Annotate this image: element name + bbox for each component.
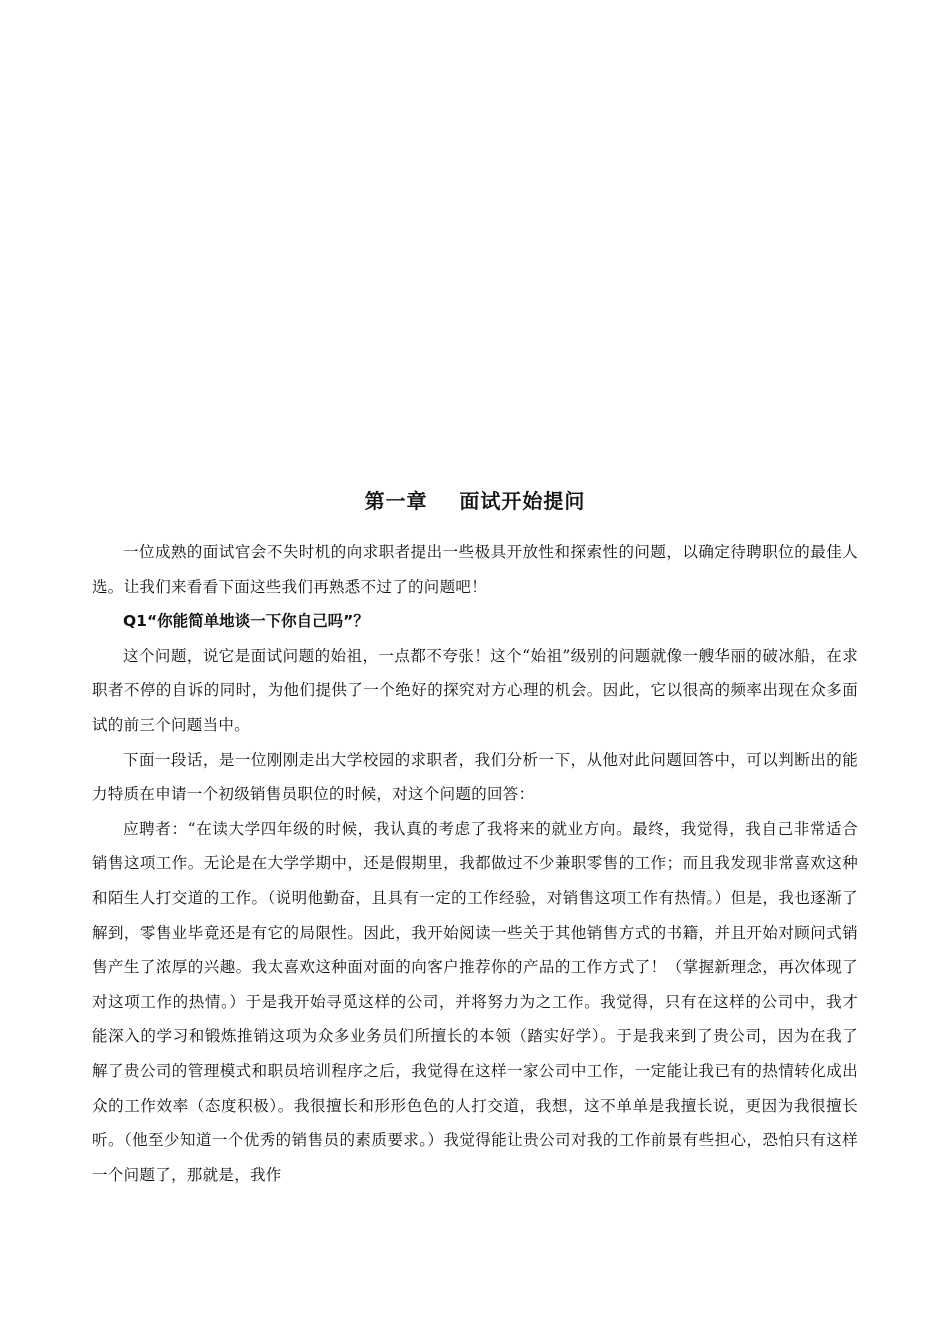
- chapter-title: 第一章 面试开始提问: [364, 489, 586, 513]
- body-paragraph-3: 应聘者：“在读大学四年级的时候，我认真的考虑了我将来的就业方向。最终，我觉得，我自己非常适合销售这项工作。无论是在大学学期中，还是假期里，我都做过不少兼职零售的工作；而且我发现非常喜欢这种和陌生人打交道的工作。（说明他勤奋，且具有一定的工作经验，对销售这项工作有热情。）但是，我也逐渐了解到，零售业毕竟还是有它的局限性。因此，我开始阅读一些关于其他销售方式的书籍，并且开始对顾问式销售产生了浓厚的兴趣。我太喜欢这种面对面的向客户推荐你的产品的工作方式了！（掌握新理念，再次体现了对这项工作的热情。）于是我开始寻觅这样的公司，并将努力为之工作。我觉得，只有在这样的公司中，我才能深入的学习和锻炼推销这项为众多业务员们所擅长的本领（踏实好学）。于是我来到了贵公司，因为在我了解了贵公司的管理模式和职员培训程序之后，我觉得在这样一家公司中工作，一定能让我已有的热情转化成出众的工作效率（态度积极）。我很擅长和形形色色的人打交道，我想，这不单单是我擅长说，更因为我很擅长听。（他至少知道一个优秀的销售员的素质要求。）我觉得能让贵公司对我的工作前景有些担心，恐怕只有这样一个问题了，那就是，我作: [92, 819, 858, 1184]
- intro-paragraph: 一位成熟的面试官会不失时机的向求职者提出一些极具开放性和探索性的问题，以确定待聘职位的最佳人选。让我们来看看下面这些我们再熟悉不过了的问题吧！: [92, 543, 858, 596]
- question-heading: Q1“你能简单地谈一下你自己吗”？: [123, 612, 369, 631]
- body-paragraph-2: 下面一段话，是一位刚刚走出大学校园的求职者，我们分析一下，从他对此问题回答中，可以判断出的能力特质在申请一个初级销售员职位的时候，对这个问题的回答：: [92, 750, 858, 804]
- document-body: [92, 535, 858, 1192]
- body-paragraph-1: 这个问题，说它是面试问题的始祖，一点都不夸张！这个“始祖”级别的问题就像一艘华丽的破冰船，在求职者不停的自诉的同时，为他们提供了一个绝好的探究对方心理的机会。因此，它以很高的频率出现在众多面试的前三个问题当中。: [92, 646, 858, 734]
